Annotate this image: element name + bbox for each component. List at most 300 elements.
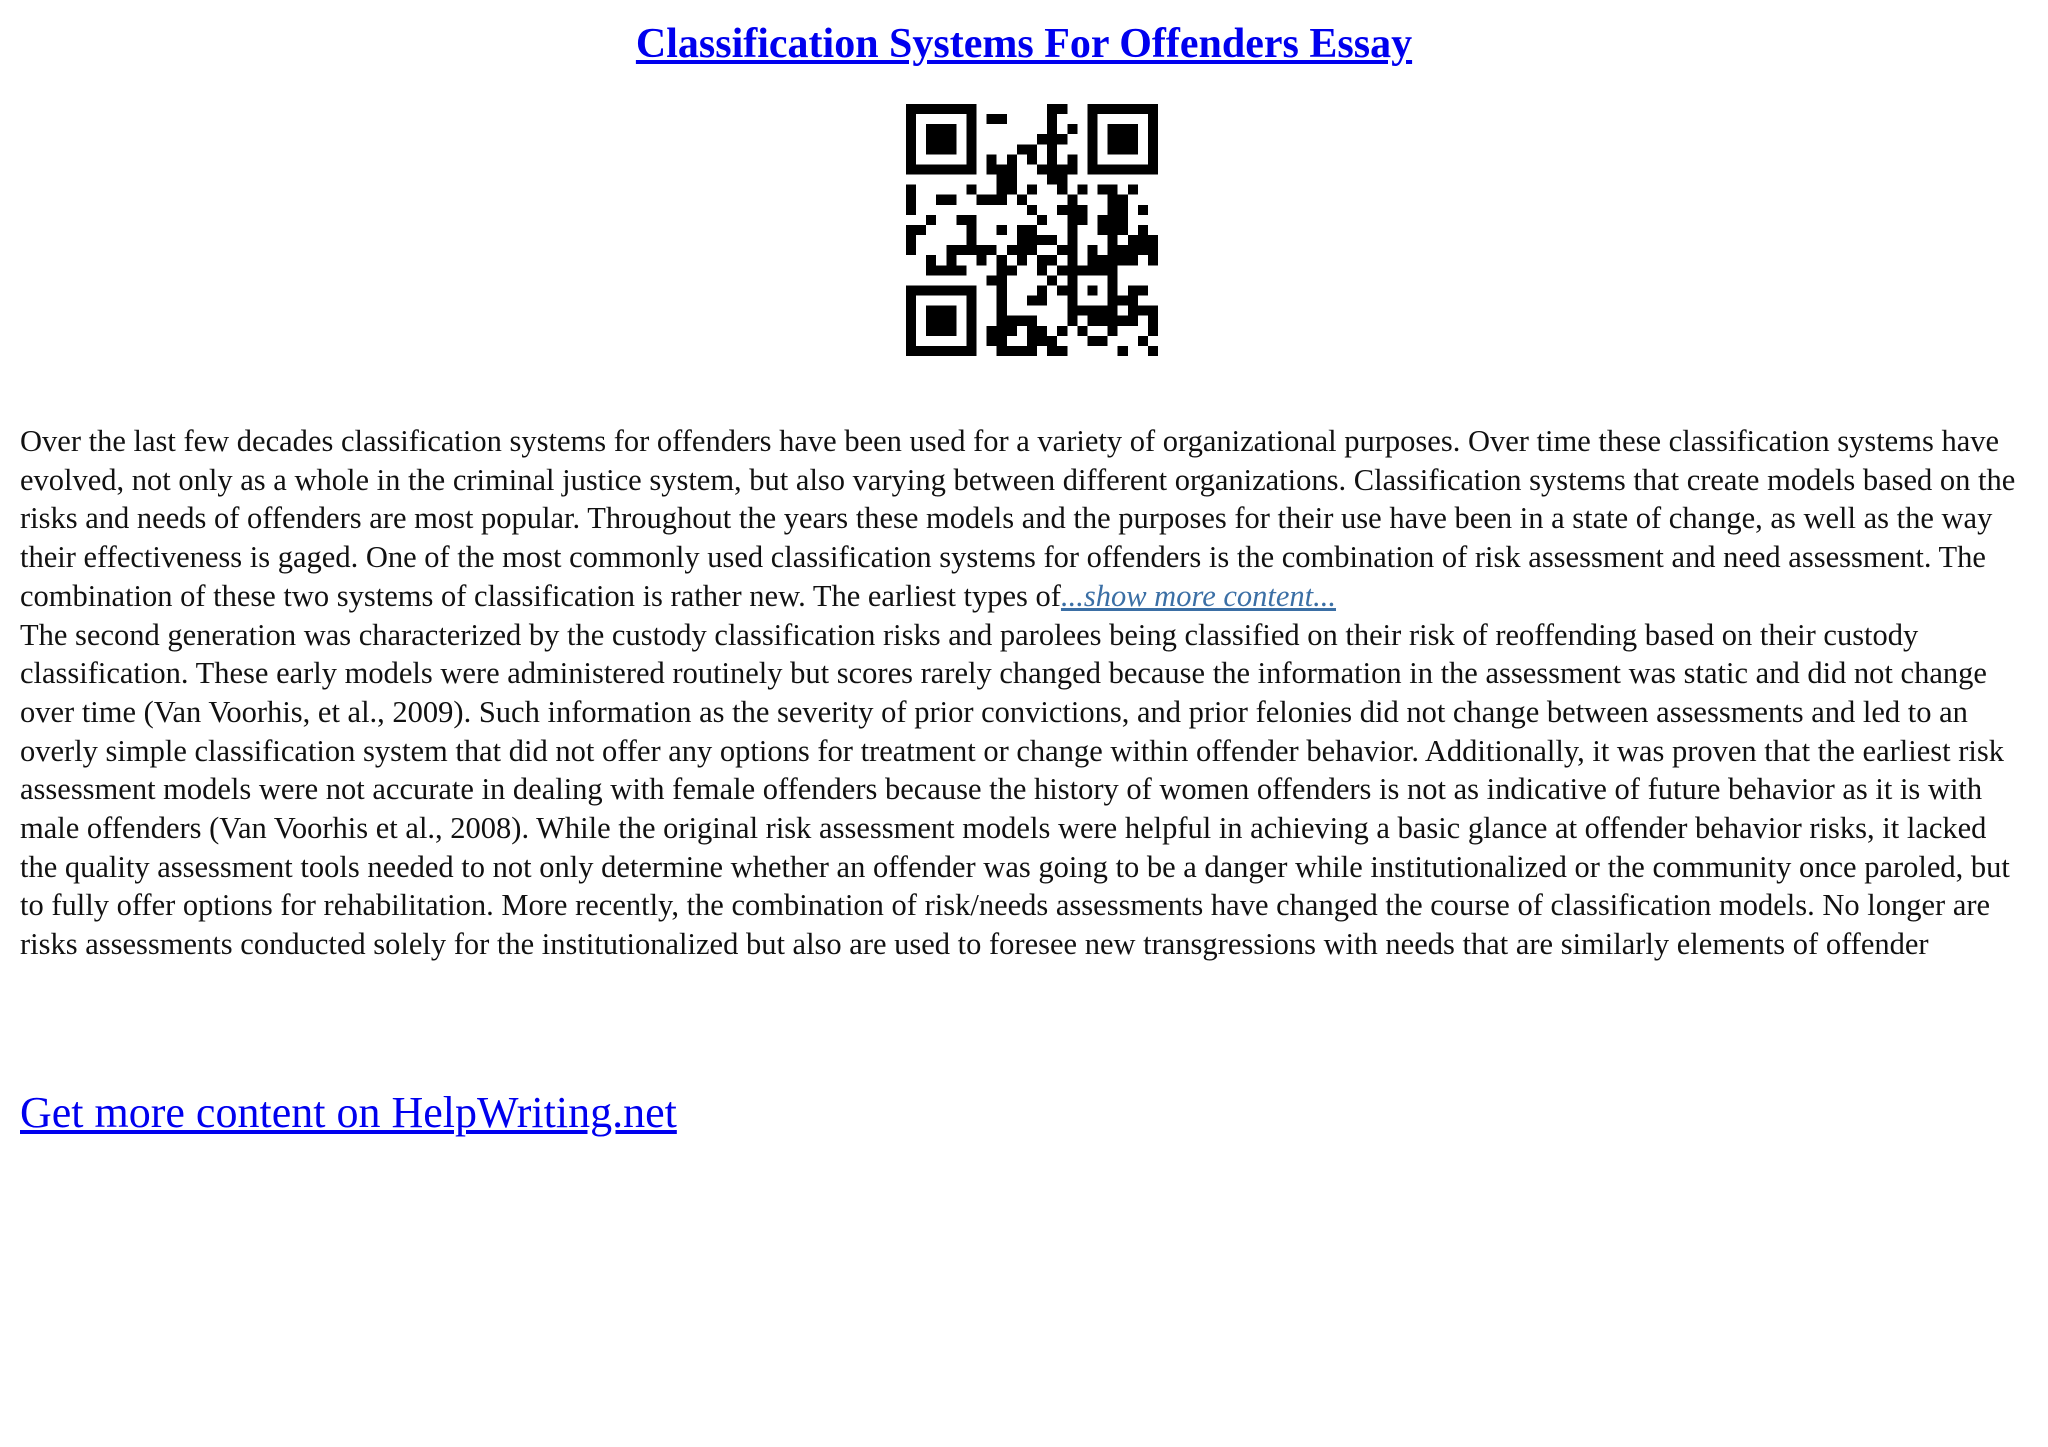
qr-module <box>1098 255 1108 265</box>
qr-module <box>1047 114 1057 124</box>
qr-module <box>1067 275 1077 285</box>
qr-module <box>1118 134 1128 144</box>
qr-module <box>946 124 956 134</box>
qr-module <box>1067 296 1077 306</box>
qr-module <box>1128 134 1138 144</box>
qr-module <box>926 164 936 174</box>
qr-module <box>1077 306 1087 316</box>
qr-module <box>916 104 926 114</box>
qr-module <box>1108 104 1118 114</box>
qr-module <box>1037 326 1047 336</box>
qr-module <box>1047 134 1057 144</box>
qr-module <box>1027 225 1037 235</box>
qr-module <box>966 134 976 144</box>
qr-module <box>926 215 936 225</box>
qr-module <box>956 215 966 225</box>
qr-module <box>1027 326 1037 336</box>
qr-module <box>1077 205 1087 215</box>
qr-module <box>906 195 916 205</box>
qr-module <box>946 326 956 336</box>
qr-module <box>1128 144 1138 154</box>
paragraph-1-text: Over the last few decades classification systems for offenders have been used for a variety of organizational purposes. Over time these classification systems have evolved, not only as a whole in the criminal justice system, but also varying between different organizations. Classification systems that create models based on the risks and needs of offenders are most popular. Throughout the years these models and the purposes for their use have been in a state of change, as well as the way their effectiveness is gaged. One of the most commonly used classification systems for offenders is the combination of risk assessment and need assessment. The combination of these two systems of classification is rather new. The earliest types of <box>20 424 2016 613</box>
qr-module <box>916 225 926 235</box>
qr-module <box>1148 245 1158 255</box>
qr-module <box>1118 124 1128 134</box>
qr-module <box>906 124 916 134</box>
qr-module <box>1098 164 1108 174</box>
qr-module <box>1108 144 1118 154</box>
qr-module <box>997 296 1007 306</box>
qr-module <box>997 175 1007 185</box>
page-title <box>0 18 2048 70</box>
qr-module <box>1087 144 1097 154</box>
qr-module <box>1148 235 1158 245</box>
qr-module <box>1027 296 1037 306</box>
qr-module <box>1108 185 1118 195</box>
qr-module <box>1148 326 1158 336</box>
qr-module <box>906 154 916 164</box>
qr-module <box>987 114 997 124</box>
qr-module <box>1057 175 1067 185</box>
qr-module <box>936 316 946 326</box>
qr-module <box>1098 185 1108 195</box>
qr-module <box>946 144 956 154</box>
qr-module <box>1087 134 1097 144</box>
qr-module <box>977 245 987 255</box>
qr-module <box>1037 265 1047 275</box>
qr-module <box>997 346 1007 356</box>
qr-module <box>966 316 976 326</box>
qr-module <box>1037 336 1047 346</box>
qr-module <box>977 255 987 265</box>
qr-module <box>987 245 997 255</box>
qr-module <box>1138 336 1148 346</box>
qr-module <box>1007 316 1017 326</box>
qr-module <box>1087 245 1097 255</box>
qr-module <box>936 326 946 336</box>
qr-module <box>997 185 1007 195</box>
qr-module <box>997 326 1007 336</box>
qr-module <box>1118 195 1128 205</box>
qr-module <box>946 195 956 205</box>
qr-module <box>1067 235 1077 245</box>
qr-module <box>1037 296 1047 306</box>
qr-module <box>1087 306 1097 316</box>
qr-module <box>1057 104 1067 114</box>
qr-module <box>926 316 936 326</box>
qr-module <box>1128 255 1138 265</box>
qr-module <box>946 346 956 356</box>
qr-module <box>1037 235 1047 245</box>
qr-module <box>946 245 956 255</box>
qr-module <box>1087 265 1097 275</box>
qr-module <box>1118 205 1128 215</box>
qr-module <box>1057 164 1067 174</box>
qr-module <box>956 164 966 174</box>
qr-module <box>1067 164 1077 174</box>
qr-module <box>1128 164 1138 174</box>
qr-module <box>1138 306 1148 316</box>
qr-module <box>1108 195 1118 205</box>
qr-module <box>1047 336 1057 346</box>
qr-module <box>966 114 976 124</box>
qr-module <box>987 164 997 174</box>
qr-module <box>1128 316 1138 326</box>
qr-module <box>1057 265 1067 275</box>
qr-module <box>977 195 987 205</box>
qr-module <box>926 124 936 134</box>
qr-module <box>906 316 916 326</box>
qr-module <box>906 225 916 235</box>
qr-module <box>1108 296 1118 306</box>
qr-module <box>1138 104 1148 114</box>
qr-module <box>926 346 936 356</box>
qr-module <box>966 296 976 306</box>
qr-module <box>1118 296 1128 306</box>
qr-module <box>946 164 956 174</box>
show-more-link[interactable]: ...show more content... <box>1060 578 1337 613</box>
essay-paragraph-1 <box>20 422 2030 616</box>
qr-module <box>966 225 976 235</box>
qr-module <box>926 265 936 275</box>
qr-module <box>1118 346 1128 356</box>
qr-module <box>906 336 916 346</box>
qr-module <box>1057 185 1067 195</box>
qr-module <box>1047 144 1057 154</box>
qr-module <box>1148 114 1158 124</box>
qr-module <box>906 134 916 144</box>
qr-module <box>987 336 997 346</box>
qr-module <box>966 336 976 346</box>
qr-module <box>1017 195 1027 205</box>
qr-module <box>1047 164 1057 174</box>
qr-module <box>946 255 956 265</box>
qr-module <box>1077 326 1087 336</box>
qr-module <box>1087 316 1097 326</box>
qr-module <box>966 306 976 316</box>
qr-module <box>906 185 916 195</box>
qr-module <box>1037 164 1047 174</box>
qr-module <box>1067 265 1077 275</box>
qr-module <box>906 235 916 245</box>
qr-module <box>1067 154 1077 164</box>
qr-module <box>936 104 946 114</box>
qr-module <box>946 134 956 144</box>
qr-module <box>926 306 936 316</box>
qr-module <box>1057 205 1067 215</box>
qr-module <box>1047 346 1057 356</box>
qr-module <box>987 154 997 164</box>
qr-module <box>1057 285 1067 295</box>
qr-module <box>1007 265 1017 275</box>
qr-module <box>1148 104 1158 114</box>
qr-module <box>997 265 1007 275</box>
qr-module <box>1128 285 1138 295</box>
qr-module <box>1148 306 1158 316</box>
qr-module <box>936 265 946 275</box>
qr-module <box>916 285 926 295</box>
qr-module <box>1118 255 1128 265</box>
qr-module <box>1067 316 1077 326</box>
qr-module <box>936 164 946 174</box>
qr-module <box>966 285 976 295</box>
qr-module <box>997 255 1007 265</box>
qr-module <box>1108 225 1118 235</box>
qr-module <box>926 134 936 144</box>
qr-module <box>1138 235 1148 245</box>
qr-module <box>997 225 1007 235</box>
qr-module <box>926 144 936 154</box>
qr-module <box>1057 134 1067 144</box>
title-link[interactable]: Classification Systems For Offenders Essay <box>635 21 1413 67</box>
qr-module <box>1017 346 1027 356</box>
qr-module <box>997 306 1007 316</box>
qr-module <box>1098 104 1108 114</box>
qr-module <box>1037 255 1047 265</box>
qr-module <box>956 285 966 295</box>
qr-module <box>936 144 946 154</box>
qr-module <box>1017 255 1027 265</box>
qr-module <box>1128 306 1138 316</box>
qr-module <box>966 215 976 225</box>
qr-module <box>1108 285 1118 295</box>
qr-module <box>1087 114 1097 124</box>
qr-module <box>1027 346 1037 356</box>
qr-module <box>1118 245 1128 255</box>
qr-module <box>1138 205 1148 215</box>
qr-module <box>946 104 956 114</box>
qr-module <box>906 164 916 174</box>
qr-module <box>906 285 916 295</box>
qr-module <box>1057 326 1067 336</box>
essay-paragraph-2: The second generation was characterized by the custody classification risks and parolees being classified on their risk of reoffending based on their custody classification. These early models were administered routinely but scores rarely changed because the information in the assessment was static and did not change over time (Van Voorhis, et al., 2009). Such information as the severity of prior convictions, and prior felonies did not change between assessments and led to an overly simple classification system that did not offer any options for treatment or change within offender behavior. Additionally, it was proven that the earliest risk assessment models were not accurate in dealing with female offenders because the history of women offenders is not as indicative of future behavior as it is with male offenders (Van Voorhis et al., 2008). While the original risk assessment models were helpful in achieving a basic glance at offender behavior risks, it lacked the quality assessment tools needed to not only determine whether an offender was going to be a danger while institutionalized or the community once paroled, but to fully offer options for rehabilitation. More recently, the combination of risk/needs assessments have changed the course of classification models. No longer are risks assessments conducted solely for the institutionalized but also are used to foresee new transgressions with needs that are similarly elements of offender <box>20 617 2010 962</box>
qr-module <box>926 255 936 265</box>
qr-module <box>1067 225 1077 235</box>
qr-module <box>956 104 966 114</box>
qr-module <box>1067 245 1077 255</box>
qr-module <box>1057 346 1067 356</box>
qr-module <box>1148 255 1158 265</box>
qr-module <box>1047 104 1057 114</box>
qr-module <box>1017 235 1027 245</box>
qr-module <box>1027 205 1037 215</box>
qr-module <box>1148 134 1158 144</box>
qr-module <box>1138 285 1148 295</box>
qr-module <box>997 164 1007 174</box>
qr-module <box>1148 316 1158 326</box>
qr-module <box>1027 245 1037 255</box>
qr-module <box>997 195 1007 205</box>
qr-module <box>946 316 956 326</box>
qr-module <box>1118 104 1128 114</box>
qr-module <box>1007 245 1017 255</box>
qr-module <box>1017 225 1027 235</box>
qr-module <box>1148 124 1158 134</box>
qr-module <box>1148 164 1158 174</box>
qr-module <box>1077 185 1087 195</box>
qr-code-icon <box>906 104 1158 356</box>
qr-module <box>936 124 946 134</box>
qr-module <box>1118 225 1128 235</box>
qr-module <box>966 124 976 134</box>
qr-module <box>1098 265 1108 275</box>
qr-module <box>906 205 916 215</box>
qr-module <box>906 114 916 124</box>
qr-module <box>1148 154 1158 164</box>
qr-module <box>1007 326 1017 336</box>
qr-module <box>1067 285 1077 295</box>
qr-module <box>997 114 1007 124</box>
qr-module <box>1027 336 1037 346</box>
qr-module <box>1108 235 1118 245</box>
qr-module <box>1108 134 1118 144</box>
qr-module <box>1067 205 1077 215</box>
qr-module <box>906 346 916 356</box>
qr-module <box>1148 144 1158 154</box>
qr-module <box>1047 275 1057 285</box>
qr-module <box>1138 245 1148 255</box>
qr-module <box>1027 316 1037 326</box>
qr-module <box>1007 346 1017 356</box>
qr-module <box>1138 164 1148 174</box>
qr-module <box>1138 225 1148 235</box>
qr-module <box>1037 215 1047 225</box>
qr-module <box>1098 225 1108 235</box>
qr-module <box>1108 265 1118 275</box>
qr-module <box>1128 296 1138 306</box>
qr-module <box>966 235 976 245</box>
qr-module <box>1108 245 1118 255</box>
qr-module <box>946 306 956 316</box>
qr-module <box>997 285 1007 295</box>
qr-module <box>1067 195 1077 205</box>
qr-module <box>1027 235 1037 245</box>
qr-module <box>1128 124 1138 134</box>
qr-code-graphic <box>906 104 1158 356</box>
qr-module <box>926 326 936 336</box>
qr-module <box>1017 245 1027 255</box>
qr-module <box>1087 164 1097 174</box>
qr-module <box>1148 346 1158 356</box>
get-more-content-link[interactable]: Get more content on HelpWriting.net <box>20 1088 677 1137</box>
qr-module <box>997 316 1007 326</box>
qr-module <box>1067 255 1077 265</box>
qr-module <box>906 245 916 255</box>
qr-module <box>1108 205 1118 215</box>
qr-module <box>926 285 936 295</box>
qr-module <box>936 285 946 295</box>
qr-module <box>1017 144 1027 154</box>
qr-module <box>1037 285 1047 295</box>
qr-module <box>1098 336 1108 346</box>
qr-module <box>906 104 916 114</box>
qr-module <box>1007 164 1017 174</box>
qr-module <box>1118 316 1128 326</box>
qr-module <box>1017 316 1027 326</box>
qr-module <box>936 195 946 205</box>
qr-module <box>1128 235 1138 245</box>
qr-module <box>926 104 936 114</box>
qr-module <box>966 164 976 174</box>
qr-module <box>1067 124 1077 134</box>
qr-module <box>1128 185 1138 195</box>
qr-module <box>1128 245 1138 255</box>
qr-module <box>956 265 966 275</box>
qr-module <box>1087 124 1097 134</box>
qr-module <box>1087 336 1097 346</box>
qr-module <box>987 326 997 336</box>
qr-module <box>1077 265 1087 275</box>
qr-module <box>946 265 956 275</box>
qr-module <box>1098 215 1108 225</box>
qr-module <box>1067 215 1077 225</box>
qr-module <box>1108 316 1118 326</box>
qr-module <box>1108 275 1118 285</box>
qr-module <box>1128 104 1138 114</box>
qr-module <box>1098 316 1108 326</box>
qr-module <box>966 245 976 255</box>
qr-module <box>966 104 976 114</box>
qr-module <box>1007 154 1017 164</box>
qr-module <box>1118 215 1128 225</box>
qr-module <box>1108 164 1118 174</box>
qr-module <box>916 346 926 356</box>
qr-module <box>1027 154 1037 164</box>
qr-module <box>1067 306 1077 316</box>
qr-module <box>1007 175 1017 185</box>
qr-module <box>1047 175 1057 185</box>
qr-module <box>1108 326 1118 336</box>
qr-module <box>1087 104 1097 114</box>
qr-module <box>997 275 1007 285</box>
qr-module <box>1087 285 1097 295</box>
qr-module <box>966 144 976 154</box>
qr-module <box>987 275 997 285</box>
qr-module <box>916 164 926 174</box>
essay-body <box>20 422 2030 964</box>
qr-module <box>1108 215 1118 225</box>
qr-module <box>1027 144 1037 154</box>
qr-module <box>1077 215 1087 225</box>
footer <box>20 1086 677 1140</box>
qr-module <box>936 346 946 356</box>
qr-module <box>966 346 976 356</box>
qr-module <box>966 185 976 195</box>
qr-module <box>1108 306 1118 316</box>
qr-module <box>906 326 916 336</box>
qr-module <box>946 285 956 295</box>
qr-module <box>1047 235 1057 245</box>
qr-module <box>1027 185 1037 195</box>
qr-module <box>1047 255 1057 265</box>
qr-module <box>1037 134 1047 144</box>
qr-module <box>1098 306 1108 316</box>
qr-module <box>966 326 976 336</box>
qr-module <box>936 306 946 316</box>
qr-module <box>1118 164 1128 174</box>
qr-module <box>906 306 916 316</box>
qr-module <box>1007 185 1017 195</box>
qr-module <box>956 346 966 356</box>
qr-module <box>936 134 946 144</box>
qr-module <box>906 296 916 306</box>
qr-module <box>966 154 976 164</box>
qr-module <box>1057 245 1067 255</box>
qr-module <box>1087 154 1097 164</box>
qr-module <box>956 245 966 255</box>
qr-module <box>1108 255 1118 265</box>
qr-module <box>1047 124 1057 134</box>
